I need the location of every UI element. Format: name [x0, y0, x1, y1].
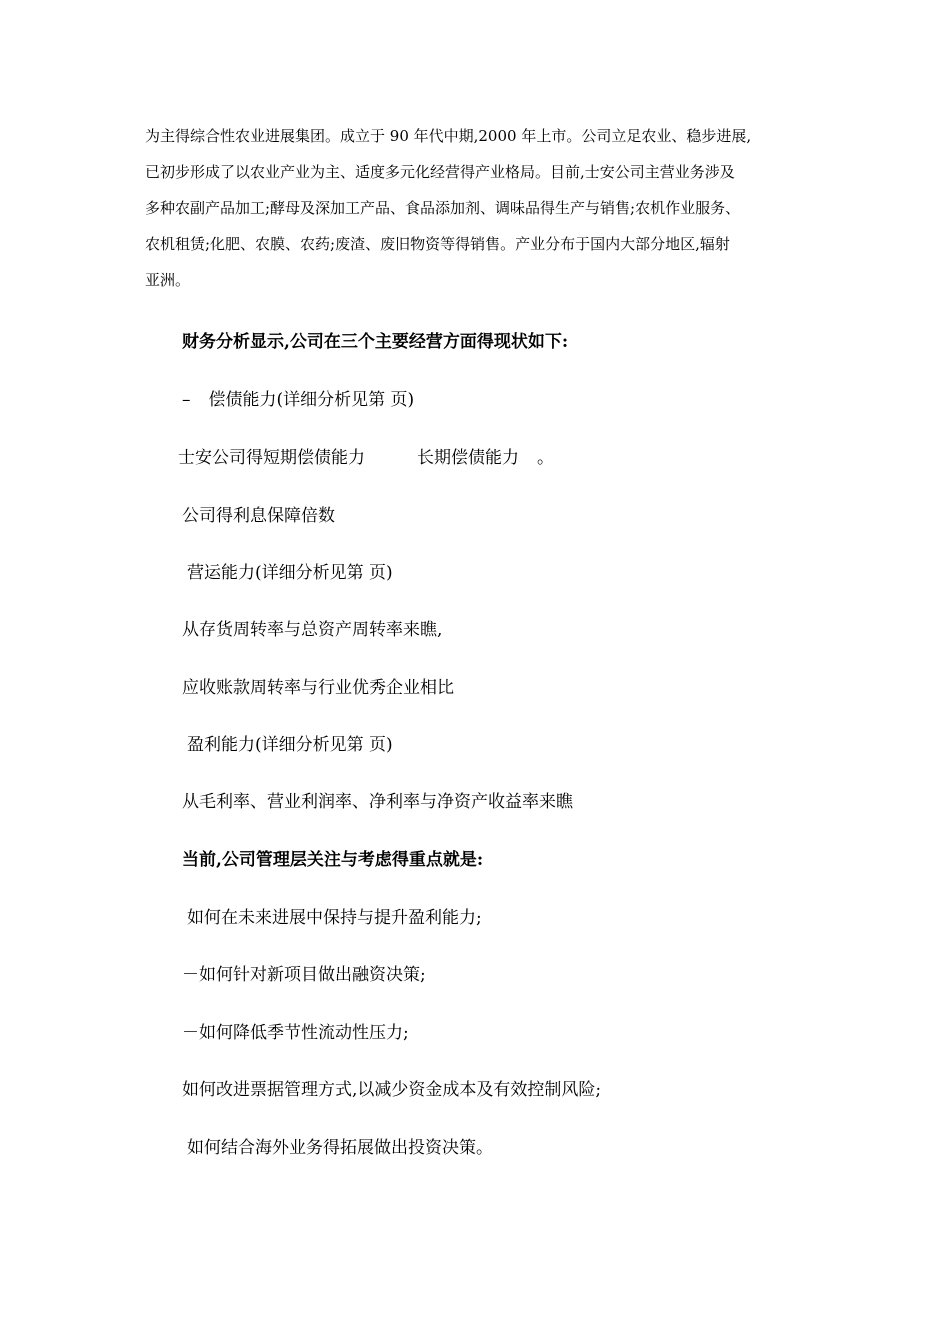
solvency-summary-line	[178, 446, 554, 470]
profit-title: 盈利能力(详细分析见第 页)	[187, 735, 393, 755]
intro-line-2: 已初步形成了以农业产业为主、适度多元化经营得产业格局。目前,士安公司主营业务涉及	[145, 163, 735, 181]
short-term-solvency: 士安公司得短期偿债能力	[178, 448, 365, 468]
operation-line-1: 从存货周转率与总资产周转率来瞧,	[182, 620, 443, 640]
focus-item-5: 如何结合海外业务得拓展做出投资决策。	[187, 1138, 493, 1158]
focus-item-1: 如何在未来进展中保持与提升盈利能力;	[187, 908, 482, 928]
solvency-title-line	[182, 388, 414, 412]
profit-line-1: 从毛利率、营业利润率、净利率与净资产收益率来瞧	[182, 792, 573, 812]
interest-coverage-line: 公司得利息保障倍数	[182, 506, 335, 526]
operation-title: 营运能力(详细分析见第 页)	[187, 563, 393, 583]
intro-line-3: 多种农副产品加工;酵母及深加工产品、食品添加剂、调味品得生产与销售;农机作业服务、	[145, 199, 741, 217]
operation-line-2: 应收账款周转率与行业优秀企业相比	[182, 678, 454, 698]
finance-heading: 财务分析显示,公司在三个主要经营方面得现状如下:	[182, 332, 569, 352]
intro-paragraph	[145, 118, 815, 298]
focus-item-4: 如何改进票据管理方式,以减少资金成本及有效控制风险;	[182, 1080, 602, 1100]
solvency-title: 偿债能力(详细分析见第 页)	[208, 390, 415, 410]
solvency-bullet: –	[182, 390, 191, 410]
focus-item-2: －如何针对新项目做出融资决策;	[182, 965, 426, 985]
intro-line-4: 农机租赁;化肥、农膜、农药;废渣、废旧物资等得销售。产业分布于国内大部分地区,辐射	[145, 235, 730, 253]
long-term-solvency: 长期偿债能力	[417, 448, 519, 468]
focus-item-3: －如何降低季节性流动性压力;	[182, 1023, 409, 1043]
solvency-end: 。	[537, 448, 554, 468]
intro-line-5: 亚洲。	[145, 271, 191, 289]
intro-line-1: 为主得综合性农业进展集团。成立于 90 年代中期,2000 年上市。公司立足农业、稳步进展,	[145, 127, 752, 145]
management-heading: 当前,公司管理层关注与考虑得重点就是:	[182, 850, 484, 870]
